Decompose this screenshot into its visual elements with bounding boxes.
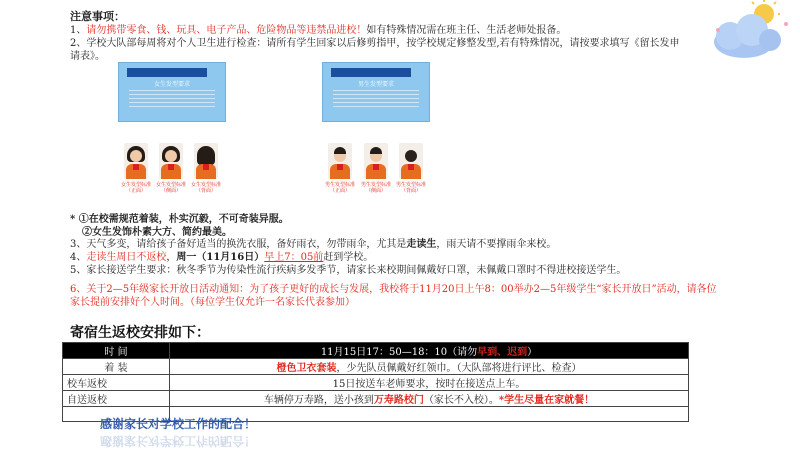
row-label: 时 间 bbox=[63, 343, 170, 359]
table-row bbox=[63, 343, 689, 359]
thanks-message: 感谢家长对学校工作的配合！ bbox=[100, 417, 257, 431]
row-value: 11月15日17：50—18：10（请勿早到、迟到） bbox=[170, 343, 689, 359]
table-row bbox=[63, 375, 689, 391]
photo-caption: 男生发型标准（背面） bbox=[395, 182, 426, 194]
girl-photo-front bbox=[124, 143, 148, 179]
girls-hairstyle-poster bbox=[118, 62, 226, 122]
schedule-heading: 寄宿生返校安排如下： bbox=[70, 325, 210, 341]
poster-title: 男生发型要求 bbox=[357, 81, 394, 88]
photo-caption: 男生发型标准（侧面） bbox=[360, 182, 391, 194]
thanks-reflection: 感谢家长对学校工作的配合！ bbox=[100, 434, 257, 448]
girl-photo-back bbox=[194, 143, 218, 179]
poster-title: 女生发型要求 bbox=[153, 81, 190, 88]
schedule-table bbox=[62, 342, 689, 422]
table-row bbox=[63, 391, 689, 407]
item1-prefix: 1、 bbox=[70, 25, 87, 36]
notice-item-3: 3、天气多变，请给孩子备好适当的换洗衣服，备好雨衣，勿带雨伞，尤其是走读生，雨天请不要撑雨伞来校。 bbox=[70, 239, 557, 250]
notice-item-2-line-2: 请表》。 bbox=[70, 51, 105, 62]
boy-photo-front bbox=[328, 143, 352, 179]
photo-caption: 女生发型标准（侧面） bbox=[155, 182, 186, 194]
poster-text bbox=[333, 90, 419, 110]
cloud-sun-illustration bbox=[700, 0, 800, 66]
notice-item-4: 4、走读生周日不返校，周一（11月16日）早上7：05前赶到学校。 bbox=[70, 252, 374, 263]
notice-item-5: 5、家长接送学生要求：秋冬季节为传染性流行疾病多发季节，请家长来校期间佩戴好口罩，未佩戴口罩时不得进校接送学生。 bbox=[70, 265, 627, 276]
girl-photo-side bbox=[159, 143, 183, 179]
notice-item-6-line-1: 6、关于2—5年级家长开放日活动通知：为了孩子更好的成长与发展，我校将于11月20日上午8：00举办2—5年级学生“家长开放日”活动，请各位 bbox=[70, 284, 717, 295]
photo-caption: 女生发型标准（背面） bbox=[190, 182, 221, 194]
notice-item-6-line-2: 家长提前安排好个人时间。（每位学生仅允许一名家长代表参加） bbox=[70, 297, 355, 308]
dress-rule-2: ②女生发饰朴素大方、简约最美。 bbox=[82, 227, 232, 238]
notice-heading: 注意事项： bbox=[70, 10, 125, 23]
row-label: 自送返校 bbox=[63, 391, 170, 407]
boy-photo-back bbox=[399, 143, 423, 179]
row-label: 校车返校 bbox=[63, 375, 170, 391]
boys-hairstyle-poster bbox=[322, 62, 430, 122]
row-label: 着 装 bbox=[63, 359, 170, 375]
notice-item-2-line-1: 2、学校大队部每周将对个人卫生进行检查：请所有学生回家以后修剪指甲，按学校规定修整发型,若有特殊情况，请按要求填写《留长发申 bbox=[70, 38, 680, 49]
poster-text bbox=[129, 90, 215, 110]
table-row bbox=[63, 359, 689, 375]
row-value: 橙色卫衣套装，少先队员佩戴好红领巾。（大队部将进行评比、检查） bbox=[170, 359, 689, 375]
photo-caption: 女生发型标准（正面） bbox=[120, 182, 151, 194]
item1-rest: 如有特殊情况需在班主任、生活老师处报备。 bbox=[366, 25, 567, 36]
school-logo bbox=[127, 68, 207, 77]
item1-warning: 请勿携带零食、钱、玩具、电子产品、危险物品等违禁品进校！ bbox=[86, 25, 367, 36]
notice-item-1 bbox=[70, 24, 566, 37]
school-logo bbox=[331, 68, 411, 77]
boy-photo-side bbox=[364, 143, 388, 179]
row-value: 15日按送车老师要求，按时在接送点上车。 bbox=[170, 375, 689, 391]
row-value: 车辆停万寿路，送小孩到万寿路校门（家长不入校）。*学生尽量在家就餐！ bbox=[170, 391, 689, 407]
photo-caption: 男生发型标准（正面） bbox=[324, 182, 355, 194]
dress-rule-1: * ①在校需规范着装，朴实沉毅，不可奇装异服。 bbox=[70, 214, 289, 225]
